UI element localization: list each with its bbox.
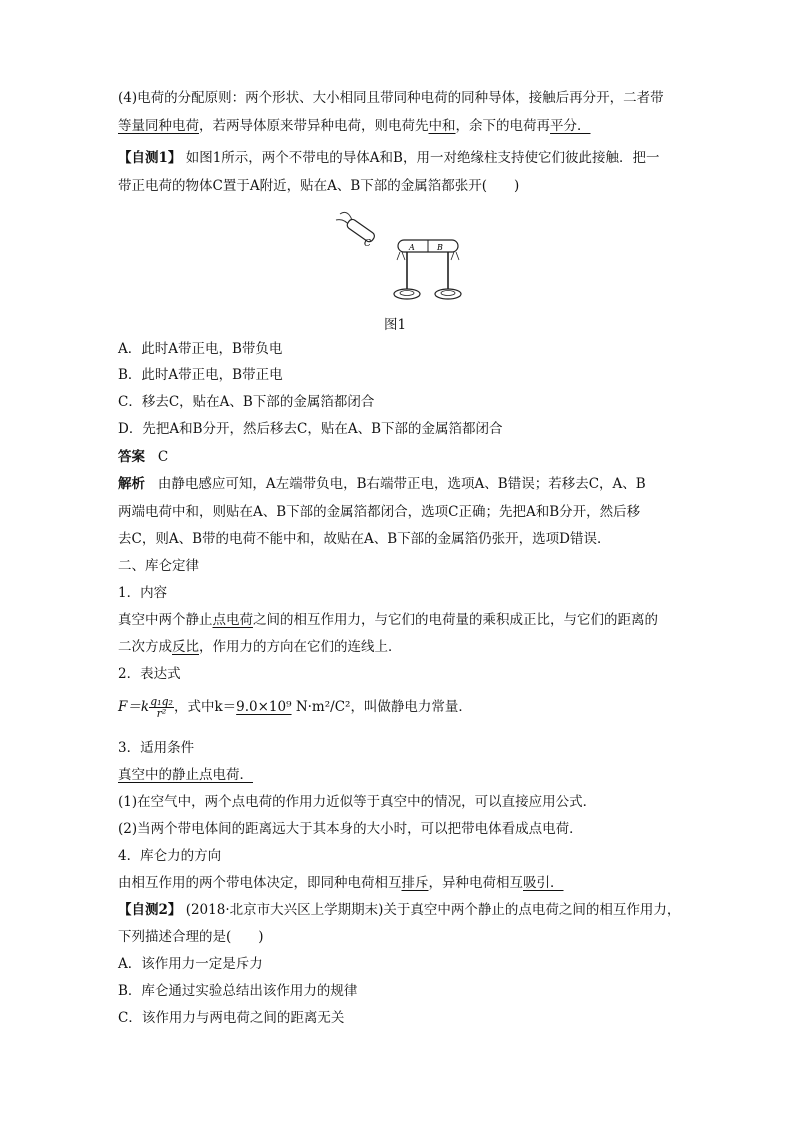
- figure-electroscope: [328, 208, 464, 306]
- text: ，若两导体原来带异种电荷，则电荷先: [199, 118, 429, 134]
- text: 由相互作用的两个带电体决定，即同种电荷相互: [118, 875, 402, 891]
- text: 之间的相互作用力，与它们的电荷量的乘积成正比，与它们的距离的: [253, 612, 658, 628]
- analysis-line: [118, 474, 690, 494]
- fraction-denominator: r²: [156, 707, 167, 720]
- text: ，式中k＝: [173, 699, 237, 715]
- fraction-numerator: q₁q₂: [150, 695, 173, 708]
- question-tag: 【自测1】: [118, 150, 182, 166]
- option-a: A．该作用力一定是斥力: [118, 956, 263, 972]
- label-c: C: [364, 239, 371, 249]
- text: 二次方成: [118, 639, 172, 655]
- foil-b: [451, 252, 459, 260]
- paragraph-line: [118, 610, 690, 630]
- text: 如图1所示，两个不带电的导体A和B，用一对绝缘柱支持使它们彼此接触．把一: [185, 150, 660, 166]
- paragraph-line: [118, 873, 690, 893]
- paragraph-line: (1)在空气中，两个点电荷的作用力近似等于真空中的情况，可以直接应用公式．: [118, 794, 597, 810]
- analysis-label: 解析: [118, 476, 145, 492]
- conductor-diagram: [328, 208, 464, 306]
- option-d: D．先把A和B分开，然后移去C，贴在A、B下部的金属箔都闭合: [118, 421, 503, 437]
- underlined-answer: 9.0×10⁹: [236, 699, 292, 715]
- underlined-answer: 吸引．: [523, 875, 564, 891]
- answer-line: [118, 447, 690, 467]
- text: 由静电感应可知，A左端带负电，B右端带正电，选项A、B错误；若移去C，A、B: [157, 476, 646, 492]
- text: ，异种电荷相互: [428, 875, 523, 891]
- answer-value: C: [157, 449, 169, 465]
- paragraph-line: [118, 116, 690, 136]
- text: (2018·北京市大兴区上学期期末)关于真空中两个静止的点电荷之间的相互作用力，: [185, 902, 681, 918]
- formula-fraction: [149, 696, 174, 719]
- option-b: B．此时A带正电，B带正电: [118, 367, 283, 383]
- text: ，作用力的方向在它们的连线上．: [199, 639, 402, 655]
- underlined-answer: 点电荷: [212, 612, 253, 628]
- paragraph-line: [118, 88, 690, 108]
- subheading: 1．内容: [118, 585, 168, 601]
- underlined-answer: 真空中的静止点电荷．: [118, 767, 253, 783]
- subheading: 3．适用条件: [118, 740, 195, 756]
- unit: N·m²/C²: [295, 699, 351, 715]
- underlined-answer: 等量同种电荷: [118, 118, 199, 134]
- analysis-line: 两端电荷中和，则贴在A、B下部的金属箔都闭合，选项C正确；先把A和B分开，然后移: [118, 504, 641, 520]
- question-line: [118, 148, 690, 168]
- figure-caption: 图1: [384, 317, 407, 333]
- paragraph-line: (2)当两个带电体间的距离远大于其本身的大小时，可以把带电体看成点电荷．: [118, 821, 583, 837]
- question-tag: 【自测2】: [118, 902, 182, 918]
- subheading: 4．库仑力的方向: [118, 848, 222, 864]
- underlined-answer: 反比: [172, 639, 199, 655]
- formula-lhs: F＝k: [118, 699, 150, 715]
- option-a: A．此时A带正电，B带负电: [118, 341, 283, 357]
- question-line: [118, 176, 690, 196]
- option-c: C．该作用力与两电荷之间的距离无关: [118, 1010, 345, 1026]
- answer-label: 答案: [118, 449, 145, 465]
- analysis-line: 去C，则A、B带的电荷不能中和，故贴在A、B下部的金属箔仍张开，选项D错误．: [118, 531, 611, 547]
- foil-a: [397, 252, 405, 260]
- formula-line: [118, 694, 690, 720]
- underlined-answer: 中和: [428, 118, 456, 134]
- question-line: [118, 900, 690, 920]
- text: ，叫做静电力常量．: [350, 699, 472, 715]
- text: (4)电荷的分配原则：两个形状、大小相同且带同种电荷的同种导体，接触后再分开，二者带: [118, 90, 664, 106]
- underlined-answer: 排斥: [401, 875, 429, 891]
- option-b: B．库仑通过实验总结出该作用力的规律: [118, 983, 358, 999]
- paragraph-line: [118, 637, 690, 657]
- text: ，余下的电荷再: [455, 118, 550, 134]
- subheading: 2．表达式: [118, 666, 181, 682]
- section-title: 二、库仑定律: [118, 558, 199, 574]
- label-a: A: [409, 243, 415, 252]
- text: 真空中两个静止: [118, 612, 213, 628]
- underlined-answer: 平分．: [550, 118, 591, 134]
- question-line: 下列描述合理的是( ): [118, 929, 264, 945]
- paragraph-line: [118, 765, 690, 785]
- charged-rod: [346, 218, 376, 243]
- text: 带正电荷的物体C置于A附近，贴在A、B下部的金属箔都张开( ): [118, 178, 520, 194]
- option-c: C．移去C，贴在A、B下部的金属箔都闭合: [118, 394, 375, 410]
- label-b: B: [437, 243, 443, 252]
